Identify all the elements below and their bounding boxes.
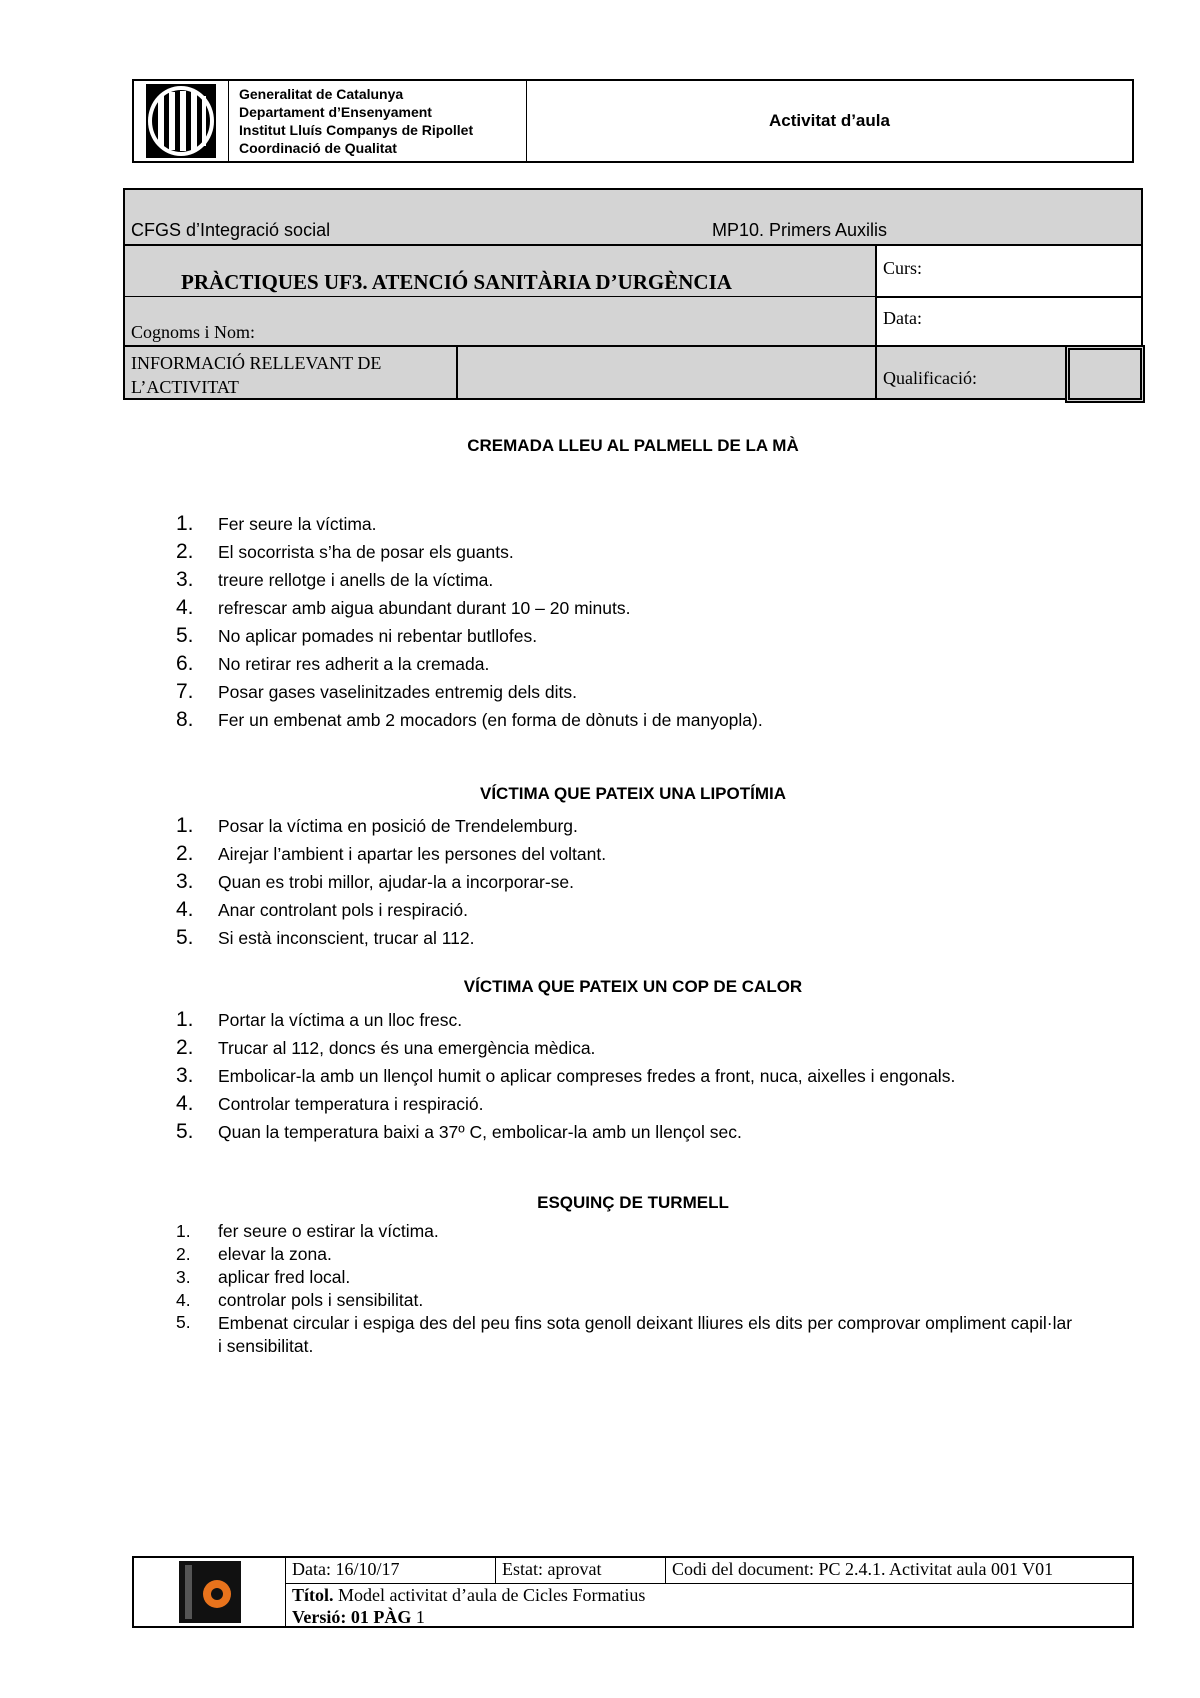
section-title-heat-stroke: VÍCTIMA QUE PATEIX UN COP DE CALOR xyxy=(463,977,803,996)
course-row xyxy=(123,188,1143,246)
footer-page-number: 1 xyxy=(415,1607,425,1627)
document-type: Activitat d’aula xyxy=(769,111,890,130)
list-item: 8. Fer un embenat amb 2 mocadors (en forma de dònuts i de manyopla). xyxy=(176,708,763,731)
list-item: 2. elevar la zona. xyxy=(176,1244,332,1264)
institute-logo xyxy=(134,1558,286,1626)
footer-code: Codi del document: PC 2.4.1. Activitat aula 001 V01 xyxy=(666,1558,1132,1584)
relevant-info-label: INFORMACIÓ RELLEVANT DE L’ACTIVITAT xyxy=(131,353,382,397)
ankle-sprain-steps-list xyxy=(176,1220,1078,1358)
list-item: 2. Airejar l’ambient i apartar les persones del voltant. xyxy=(176,842,607,865)
grade-label: Qualificació: xyxy=(883,368,977,388)
footer-version xyxy=(286,1606,1132,1628)
practice-block xyxy=(123,244,877,347)
organization-block xyxy=(229,81,527,161)
footer-title xyxy=(286,1584,1132,1606)
generalitat-logo xyxy=(134,81,229,161)
grade-box[interactable] xyxy=(1065,345,1145,403)
relevant-info-label-cell xyxy=(123,345,458,400)
list-item: 6. No retirar res adherit a la cremada. xyxy=(176,652,490,675)
heat-stroke-steps-list xyxy=(176,1006,955,1146)
footer-date: Data: 16/10/17 xyxy=(286,1558,496,1584)
footer-version-label: Versió: 01 PÀG xyxy=(292,1607,412,1627)
section-title-ankle-sprain: ESQUINÇ DE TURMELL xyxy=(537,1193,729,1212)
footer-status: Estat: aprovat xyxy=(496,1558,666,1584)
org-line: Generalitat de Catalunya xyxy=(239,86,404,102)
org-line: Institut Lluís Companys de Ripollet xyxy=(239,122,474,138)
list-item: 3. aplicar fred local. xyxy=(176,1267,351,1287)
curs-data-block xyxy=(875,244,1143,347)
org-line: Departament d’Ensenyament xyxy=(239,104,432,120)
list-item: 4. Controlar temperatura i respiració. xyxy=(176,1092,484,1115)
list-item: 1. Portar la víctima a un lloc fresc. xyxy=(176,1008,463,1031)
list-item: 1. Posar la víctima en posició de Trendelemburg. xyxy=(176,814,578,837)
list-item: 1. fer seure o estirar la víctima. xyxy=(176,1221,439,1241)
generalitat-emblem-icon xyxy=(142,82,220,160)
relevant-info-value[interactable] xyxy=(456,345,877,400)
list-item: 5. Si està inconscient, trucar al 112. xyxy=(176,926,475,949)
practice-title: PRÀCTIQUES UF3. ATENCIÓ SANITÀRIA D’URGÈNCIA xyxy=(181,270,732,294)
document-footer xyxy=(132,1556,1134,1628)
data-label: Data: xyxy=(883,308,922,328)
list-item: 3. Quan es trobi millor, ajudar-la a incorporar-se. xyxy=(176,870,574,893)
list-item: 3. treure rellotge i anells de la víctima. xyxy=(176,568,494,591)
name-label: Cognoms i Nom: xyxy=(131,322,256,342)
list-item: 5. Embenat circular i espiga des del peu fins sota genoll deixant lliures els dits per comprovar ompliment capil·lar i sensibilitat. xyxy=(176,1312,1073,1356)
module-name: MP10. Primers Auxilis xyxy=(712,220,888,240)
document-header xyxy=(132,79,1134,163)
list-item: 4. controlar pols i sensibilitat. xyxy=(176,1290,424,1310)
section-title-burn: CREMADA LLEU AL PALMELL DE LA MÀ xyxy=(467,436,799,455)
burn-steps-list xyxy=(176,510,763,734)
course-name: CFGS d’Integració social xyxy=(131,220,331,240)
curs-label: Curs: xyxy=(883,258,923,278)
lipotimia-steps-list xyxy=(176,812,606,952)
footer-title-value: Model activitat d’aula de Cicles Formatius xyxy=(338,1585,646,1605)
list-item: 5. No aplicar pomades ni rebentar butllofes. xyxy=(176,624,538,647)
grade-cell xyxy=(875,345,1143,400)
list-item: 4. Anar controlant pols i respiració. xyxy=(176,898,468,921)
list-item: 4. refrescar amb aigua abundant durant 10 – 20 minuts. xyxy=(176,596,631,619)
list-item: 1. Fer seure la víctima. xyxy=(176,512,377,535)
list-item: 7. Posar gases vaselinitzades entremig dels dits. xyxy=(176,680,577,703)
list-item: 3. Embolicar-la amb un llençol humit o aplicar compreses fredes a front, nuca, aixelles i engonals. xyxy=(176,1064,956,1087)
footer-title-label: Títol. xyxy=(292,1585,334,1605)
section-title-lipotimia: VÍCTIMA QUE PATEIX UNA LIPOTÍMIA xyxy=(480,784,786,803)
institute-logo-icon xyxy=(179,1561,241,1623)
list-item: 2. Trucar al 112, doncs és una emergència mèdica. xyxy=(176,1036,596,1059)
list-item: 2. El socorrista s’ha de posar els guants. xyxy=(176,540,514,563)
list-item: 5. Quan la temperatura baixi a 37º C, embolicar-la amb un llençol sec. xyxy=(176,1120,742,1143)
org-line: Coordinació de Qualitat xyxy=(239,140,397,156)
activity-info-table xyxy=(123,188,1143,400)
